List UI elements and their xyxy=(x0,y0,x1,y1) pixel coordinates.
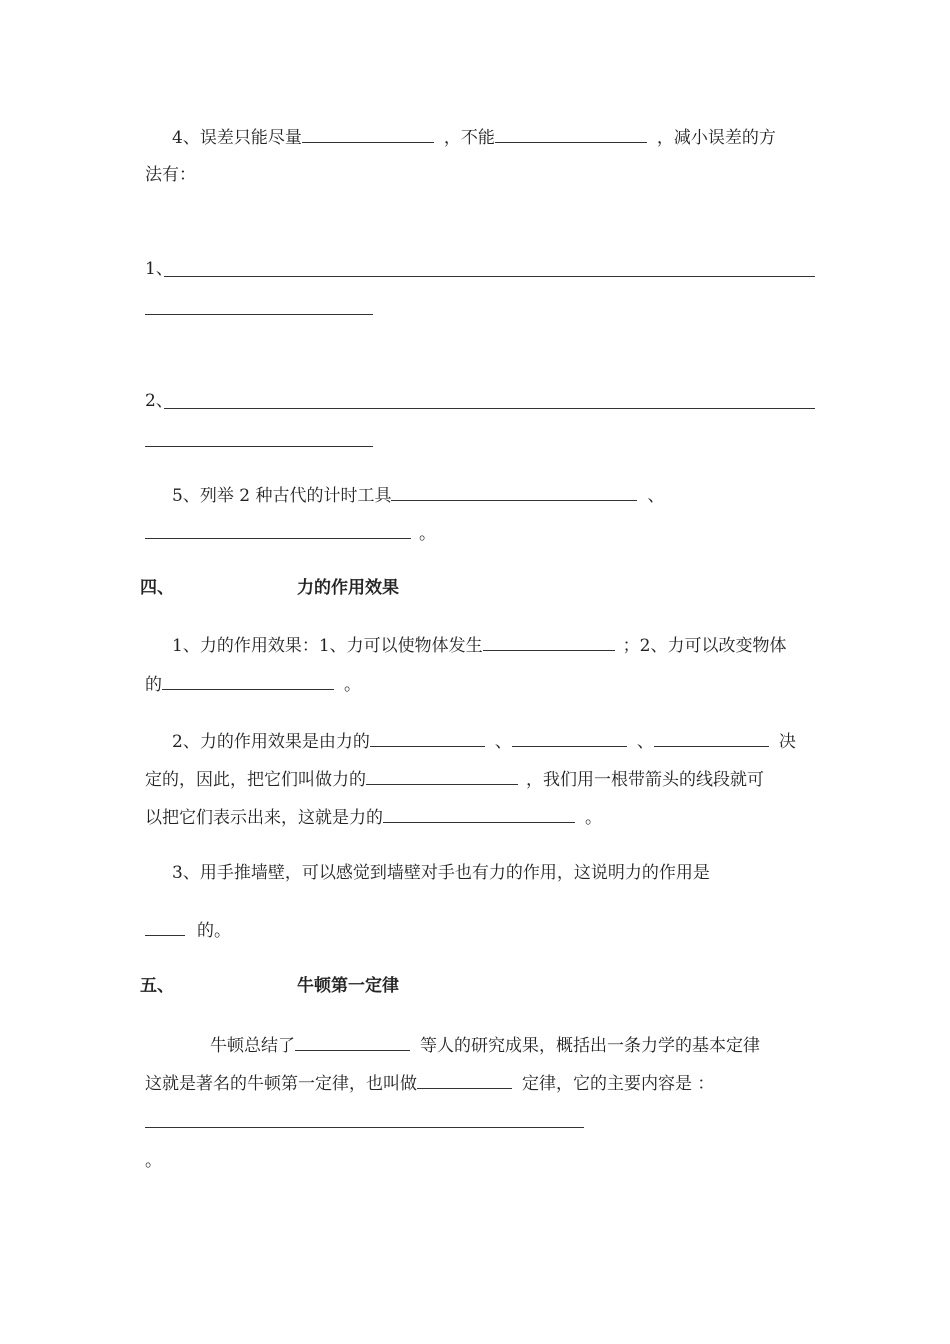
s4q2-text-4: 决 xyxy=(778,732,796,752)
s4q2-text-2: 、 xyxy=(494,732,512,752)
section5-number: 五、 xyxy=(140,976,174,996)
s5-line1 xyxy=(210,1034,760,1057)
s5-text-3: 这就是著名的牛顿第一定律，也叫做 xyxy=(145,1074,417,1094)
q4-text-4: 法有： xyxy=(145,165,196,185)
section4-number: 四、 xyxy=(140,578,174,598)
q4-item1-label: 1、 xyxy=(145,259,173,279)
q5-text-2: 、 xyxy=(647,486,665,506)
s4q1-line1 xyxy=(172,634,786,657)
q4-item2-blank-a[interactable] xyxy=(164,408,815,409)
s4q1-text-3: 的 xyxy=(145,675,162,695)
q4-line1 xyxy=(172,126,776,149)
s4q2-text-5: 定的，因此，把它们叫做力的 xyxy=(145,770,366,790)
s4q1-text-4: 。 xyxy=(344,675,361,695)
s4q2-text-3: 、 xyxy=(636,732,654,752)
s4q2-line1 xyxy=(172,730,796,753)
q5-text-1: 5、列举 2 种古代的计时工具 xyxy=(172,486,392,506)
q5-text-3: 。 xyxy=(419,524,436,544)
q5-blank-2[interactable] xyxy=(145,522,411,539)
q4-text-1: 4、误差只能尽量 xyxy=(172,128,302,148)
s4q2-text-7: 以把它们表示出来，这就是力的 xyxy=(145,808,383,828)
section4-title: 力的作用效果 xyxy=(297,578,399,598)
s4q2-blank-3[interactable] xyxy=(654,730,769,747)
s4q1-text-1: 1、力的作用效果：1、力可以使物体发生 xyxy=(172,636,483,656)
s5-text-2: 等人的研究成果，概括出一条力学的基本定律 xyxy=(420,1036,760,1056)
q5-line1 xyxy=(172,484,664,507)
s4q2-line3 xyxy=(145,806,602,829)
q4-text-3: ，减小误差的方 xyxy=(656,128,776,148)
s5-blank-3[interactable] xyxy=(145,1127,584,1128)
s5-text-5: 。 xyxy=(145,1151,162,1171)
s5-line2 xyxy=(145,1072,714,1095)
s4q3-blank-1[interactable] xyxy=(145,919,185,936)
s4q2-blank-1[interactable] xyxy=(370,730,485,747)
s4q2-text-6: ，我们用一根带箭头的线段就可 xyxy=(526,770,764,790)
q5-line2 xyxy=(145,522,436,545)
q4-item1-blank-b[interactable] xyxy=(145,314,373,315)
q4-blank-1[interactable] xyxy=(302,126,434,143)
s5-text-1: 牛顿总结了 xyxy=(210,1036,295,1056)
s4q2-text-8: 。 xyxy=(585,808,602,828)
q5-blank-1[interactable] xyxy=(391,484,637,501)
s4q2-blank-2[interactable] xyxy=(512,730,627,747)
s4q1-blank-1[interactable] xyxy=(483,634,615,651)
section5-title: 牛顿第一定律 xyxy=(297,976,399,996)
s4q2-blank-4[interactable] xyxy=(366,768,518,785)
q4-item1-blank-a[interactable] xyxy=(164,276,815,277)
s4q1-text-2: ；2、力可以改变物体 xyxy=(622,636,787,656)
s4q1-blank-2[interactable] xyxy=(162,673,334,690)
s4q2-line2 xyxy=(145,768,764,791)
s4q1-line2 xyxy=(145,673,361,696)
s4q3-text-2: 的。 xyxy=(197,921,231,941)
q4-blank-2[interactable] xyxy=(495,126,647,143)
s4q2-text-1: 2、力的作用效果是由力的 xyxy=(172,732,370,752)
s4q3-line2 xyxy=(145,919,231,942)
s5-blank-2[interactable] xyxy=(417,1072,512,1089)
q4-text-2: ，不能 xyxy=(443,128,495,148)
q4-item2-blank-b[interactable] xyxy=(145,446,373,447)
s5-text-4: 定律，它的主要内容是 ： xyxy=(522,1074,715,1094)
q4-item2-label: 2、 xyxy=(145,391,173,411)
s4q2-blank-5[interactable] xyxy=(383,806,575,823)
s4q3-text-1: 3、用手推墙壁，可以感觉到墙壁对手也有力的作用，这说明力的作用是 xyxy=(172,863,710,883)
s5-blank-1[interactable] xyxy=(295,1034,410,1051)
